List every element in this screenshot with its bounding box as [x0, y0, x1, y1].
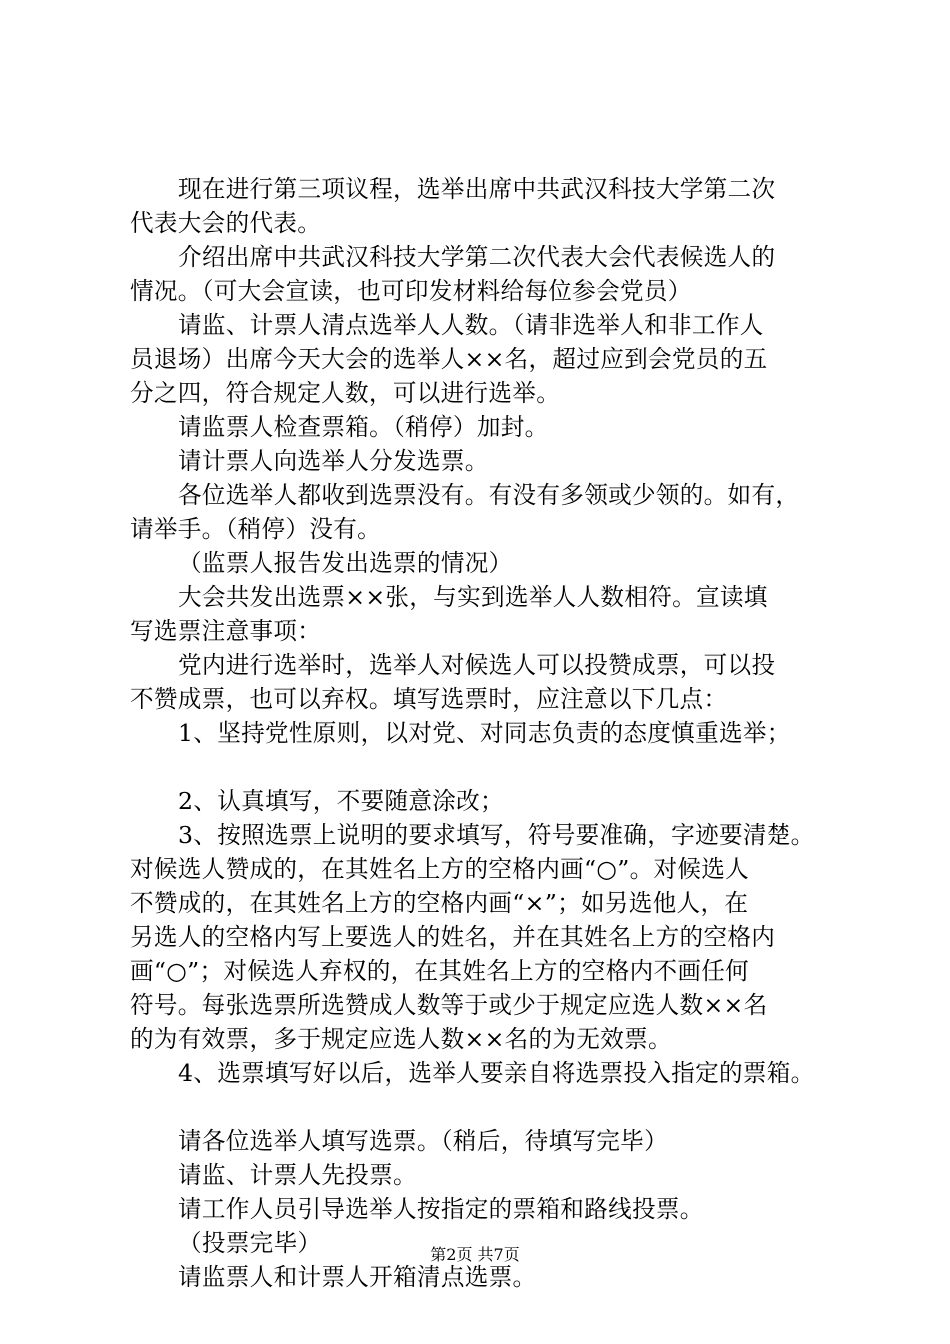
paragraph-line: 分之四，符合规定人数，可以进行选举。 — [130, 379, 561, 407]
paragraph-line: 请监票人和计票人开箱清点选票。 — [178, 1263, 537, 1291]
list-item: 4、选票填写好以后，选举人要亲自将选票投入指定的票箱。 — [178, 1059, 815, 1087]
paragraph-line: 请监票人检查票箱。（稍停）加封。 — [178, 413, 549, 441]
list-item: 3、按照选票上说明的要求填写，符号要准确，字迹要清楚。 — [178, 821, 815, 849]
paragraph-line: 介绍出席中共武汉科技大学第二次代表大会代表候选人的 — [178, 243, 776, 271]
paragraph-line: 另选人的空格内写上要选人的姓名，并在其姓名上方的空格内 — [130, 923, 776, 951]
paragraph-line: 现在进行第三项议程，选举出席中共武汉科技大学第二次 — [178, 175, 776, 203]
paragraph-line: 员退场）出席今天大会的选举人××名，超过应到会党员的五 — [130, 345, 768, 373]
paragraph-line: 写选票注意事项： — [130, 617, 322, 645]
paragraph-line: 符号。每张选票所选赞成人数等于或少于规定应选人数××名 — [130, 991, 768, 1019]
paragraph-line: 党内进行选举时，选举人对候选人可以投赞成票，可以投 — [178, 651, 776, 679]
paragraph-line: 请计票人向选举人分发选票。 — [178, 447, 489, 475]
paragraph-line: 请工作人员引导选举人按指定的票箱和路线投票。 — [178, 1195, 704, 1223]
page-number-footer: 第2页 共7页 — [430, 1245, 520, 1264]
paragraph-line: 对候选人赞成的，在其姓名上方的空格内画“○”。对候选人 — [130, 855, 750, 883]
document-body — [130, 172, 830, 1294]
paragraph-line: 情况。（可大会宣读，也可印发材料给每位参会党员） — [130, 277, 692, 305]
list-item: 1、坚持党性原则，以对党、对同志负责的态度慎重选举； — [178, 719, 791, 747]
spacer — [130, 1090, 830, 1124]
paragraph-line: 请各位选举人填写选票。（稍后，待填写完毕） — [178, 1127, 668, 1155]
paragraph-line: 不赞成的，在其姓名上方的空格内画“×”；如另选他人，在 — [130, 889, 749, 917]
paragraph-line: 画“○”；对候选人弃权的，在其姓名上方的空格内不画任何 — [130, 957, 750, 985]
list-item: 2、认真填写，不要随意涂改； — [178, 787, 504, 815]
paragraph-line: （监票人报告发出选票的情况） — [178, 549, 513, 577]
paragraph-line: 请举手。（稍停）没有。 — [130, 515, 382, 543]
paragraph-line: 代表大会的代表。 — [130, 209, 322, 237]
paragraph-line: 各位选举人都收到选票没有。有没有多领或少领的。如有， — [178, 481, 800, 509]
paragraph-line: 请监、计票人先投票。 — [178, 1161, 417, 1189]
paragraph-line: 不赞成票，也可以弃权。填写选票时，应注意以下几点： — [130, 685, 728, 713]
paragraph-line: 的为有效票，多于规定应选人数××名的为无效票。 — [130, 1025, 672, 1053]
paragraph-line: 请监、计票人清点选举人人数。（请非选举人和非工作人 — [178, 311, 764, 339]
spacer — [130, 750, 830, 784]
paragraph-line: 大会共发出选票××张，与实到选举人人数相符。宣读填 — [178, 583, 768, 611]
paragraph-line: （投票完毕） — [178, 1229, 322, 1257]
